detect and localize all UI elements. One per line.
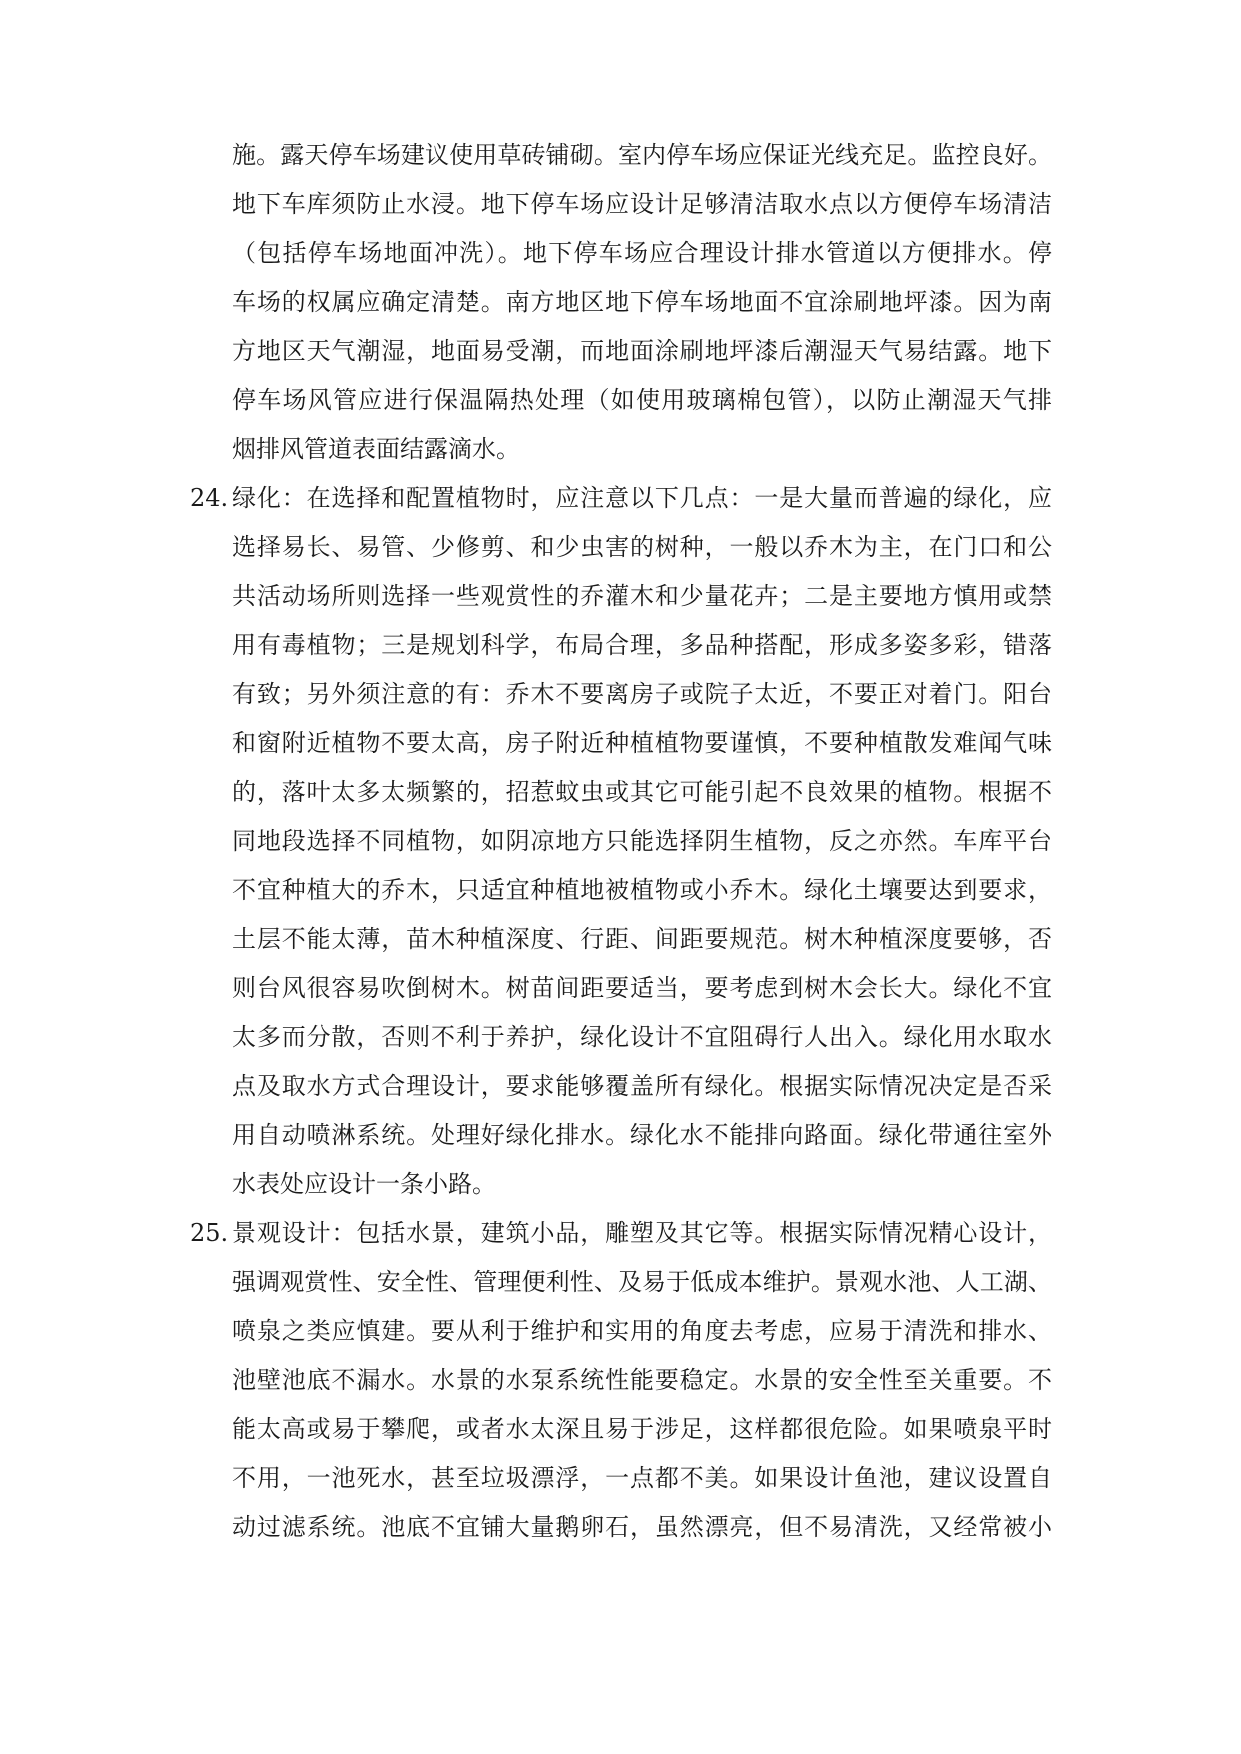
text-line: 烟排风管道表面结露滴水。 bbox=[232, 435, 520, 463]
text-line: 停车场风管应进行保温隔热处理（如使用玻璃棉包管），以防止潮湿天气排 bbox=[232, 386, 1052, 414]
text-line: 喷泉之类应慎建。要从利于维护和实用的角度去考虑，应易于清洗和排水、 bbox=[232, 1317, 1052, 1345]
text-line: 太多而分散，否则不利于养护，绿化设计不宜阻碍行人出入。绿化用水取水 bbox=[232, 1023, 1052, 1051]
text-line: 和窗附近植物不要太高，房子附近种植植物要谨慎，不要种植散发难闻气味 bbox=[232, 729, 1052, 757]
text-line: 施。露天停车场建议使用草砖铺砌。室内停车场应保证光线充足。监控良好。 bbox=[232, 141, 1052, 169]
text-line: 动过滤系统。池底不宜铺大量鹅卵石，虽然漂亮，但不易清洗，又经常被小 bbox=[232, 1513, 1052, 1541]
text-line: 景观设计：包括水景，建筑小品，雕塑及其它等。根据实际情况精心设计， bbox=[232, 1219, 1052, 1247]
text-line: 有致；另外须注意的有：乔木不要离房子或院子太近，不要正对着门。阳台 bbox=[232, 680, 1052, 708]
text-line: 池壁池底不漏水。水景的水泵系统性能要稳定。水景的安全性至关重要。不 bbox=[232, 1366, 1052, 1394]
item-number: 24. bbox=[190, 484, 229, 512]
text-line: 强调观赏性、安全性、管理便利性、及易于低成本维护。景观水池、人工湖、 bbox=[232, 1268, 1052, 1296]
text-line: 的，落叶太多太频繁的，招惹蚊虫或其它可能引起不良效果的植物。根据不 bbox=[232, 778, 1052, 806]
text-line: 则台风很容易吹倒树木。树苗间距要适当，要考虑到树木会长大。绿化不宜 bbox=[232, 974, 1052, 1002]
text-line: 车场的权属应确定清楚。南方地区地下停车场地面不宜涂刷地坪漆。因为南 bbox=[232, 288, 1052, 316]
text-line: 用有毒植物；三是规划科学，布局合理，多品种搭配，形成多姿多彩，错落 bbox=[232, 631, 1052, 659]
text-line: 方地区天气潮湿，地面易受潮，而地面涂刷地坪漆后潮湿天气易结露。地下 bbox=[232, 337, 1052, 365]
text-line: 能太高或易于攀爬，或者水太深且易于涉足，这样都很危险。如果喷泉平时 bbox=[232, 1415, 1052, 1443]
text-line: 不用，一池死水，甚至垃圾漂浮，一点都不美。如果设计鱼池，建议设置自 bbox=[232, 1464, 1052, 1492]
text-line: 点及取水方式合理设计，要求能够覆盖所有绿化。根据实际情况决定是否采 bbox=[232, 1072, 1052, 1100]
text-line: 土层不能太薄，苗木种植深度、行距、间距要规范。树木种植深度要够，否 bbox=[232, 925, 1052, 953]
text-line: 用自动喷淋系统。处理好绿化排水。绿化水不能排向路面。绿化带通往室外 bbox=[232, 1121, 1052, 1149]
text-line: 地下车库须防止水浸。地下停车场应设计足够清洁取水点以方便停车场清洁 bbox=[232, 190, 1052, 218]
item-number: 25. bbox=[190, 1219, 229, 1247]
text-line: （包括停车场地面冲洗）。地下停车场应合理设计排水管道以方便排水。停 bbox=[232, 239, 1052, 267]
text-line: 共活动场所则选择一些观赏性的乔灌木和少量花卉；二是主要地方慎用或禁 bbox=[232, 582, 1052, 610]
text-line: 水表处应设计一条小路。 bbox=[232, 1170, 496, 1198]
text-line: 同地段选择不同植物，如阴凉地方只能选择阴生植物，反之亦然。车库平台 bbox=[232, 827, 1052, 855]
text-line: 不宜种植大的乔木，只适宜种植地被植物或小乔木。绿化土壤要达到要求， bbox=[232, 876, 1052, 904]
text-line: 绿化：在选择和配置植物时，应注意以下几点：一是大量而普遍的绿化，应 bbox=[232, 484, 1052, 512]
text-line: 选择易长、易管、少修剪、和少虫害的树种，一般以乔木为主，在门口和公 bbox=[232, 533, 1052, 561]
